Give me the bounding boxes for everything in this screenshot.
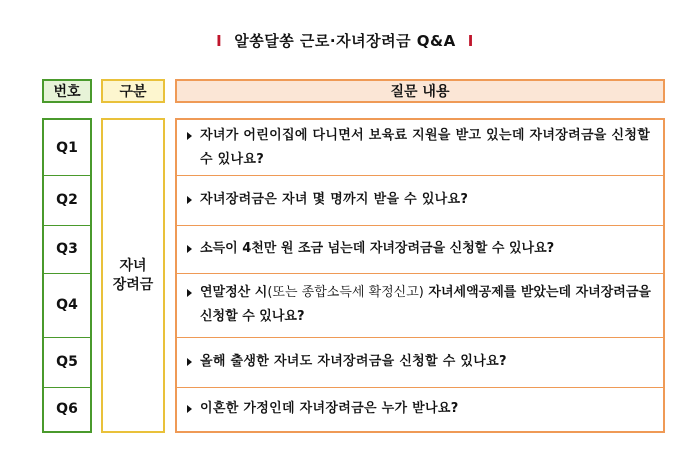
question-row-q6 bbox=[177, 387, 663, 431]
bullet-triangle-icon bbox=[187, 132, 192, 140]
bullet-triangle-icon bbox=[187, 289, 192, 297]
header-number: 번호 bbox=[42, 79, 92, 103]
header-question: 질문 내용 bbox=[175, 79, 665, 103]
question-row-q3 bbox=[177, 225, 663, 273]
row-number-q3: Q3 bbox=[56, 241, 78, 257]
bullet-triangle-icon bbox=[187, 405, 192, 413]
category-column bbox=[101, 118, 165, 433]
number-column bbox=[42, 118, 92, 433]
question-row-q5 bbox=[177, 337, 663, 387]
header-category: 구분 bbox=[101, 79, 165, 103]
question-text-note: (또는 종합소득세 확정신고) bbox=[267, 285, 424, 300]
question-text: 자녀장려금은 자녀 몇 명까지 받을 수 있나요? bbox=[200, 192, 469, 207]
question-text: 소득이 4천만 원 조금 넘는데 자녀장려금을 신청할 수 있나요? bbox=[200, 241, 555, 256]
row-number-q6: Q6 bbox=[56, 401, 78, 417]
row-number-q4: Q4 bbox=[56, 297, 78, 313]
title-bar-left: I bbox=[216, 32, 223, 50]
question-row-q2 bbox=[177, 175, 663, 225]
title-text: 알쏭달쏭 근로·자녀장려금 Q&A bbox=[234, 32, 456, 50]
question-text-part1: 연말정산 시 bbox=[200, 285, 268, 300]
category-label-line1: 자녀 bbox=[119, 257, 147, 274]
bullet-triangle-icon bbox=[187, 245, 192, 253]
row-number-q5: Q5 bbox=[56, 354, 78, 370]
question-row-q4 bbox=[177, 273, 663, 337]
document-title bbox=[0, 30, 690, 51]
category-label-line2: 장려금 bbox=[112, 276, 154, 293]
bullet-triangle-icon bbox=[187, 358, 192, 366]
question-column bbox=[175, 118, 665, 433]
title-bar-right: I bbox=[467, 32, 474, 50]
question-text: 올해 출생한 자녀도 자녀장려금을 신청할 수 있나요? bbox=[200, 354, 507, 369]
question-text: 이혼한 가정인데 자녀장려금은 누가 받나요? bbox=[200, 401, 459, 416]
question-row-q1 bbox=[177, 120, 663, 175]
question-text-part2: 자녀세액공제를 받았는데 자녀장려금을 신청할 수 있나요? bbox=[200, 285, 651, 324]
row-number-q1: Q1 bbox=[56, 139, 78, 156]
category-label bbox=[113, 257, 154, 295]
question-text: 자녀가 어린이집에 다니면서 보육료 지원을 받고 있는데 자녀장려금을 신청할 수 있나요? bbox=[200, 127, 651, 167]
row-number-q2: Q2 bbox=[56, 192, 78, 208]
bullet-triangle-icon bbox=[187, 196, 192, 204]
